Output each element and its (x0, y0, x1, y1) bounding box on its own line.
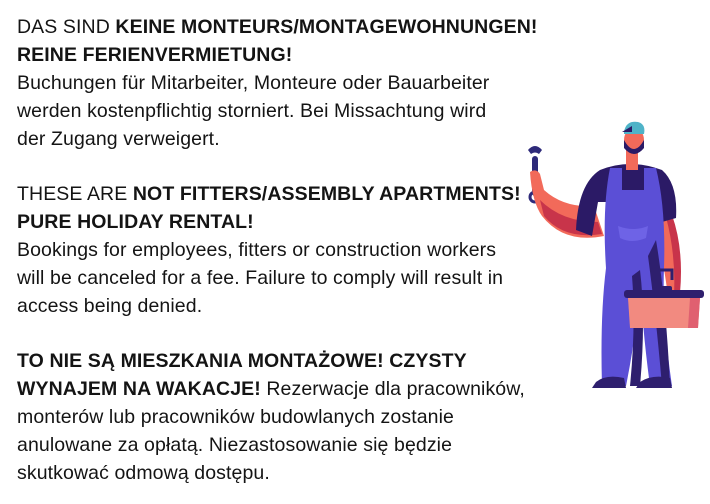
polish-line-2: WYNAJEM NA WAKACJE! Rezerwacje dla pracowników, (17, 378, 525, 400)
german-line-3: Buchungen für Mitarbeiter, Monteure oder Bauarbeiter (17, 72, 490, 94)
english-notice (17, 180, 577, 320)
polish-line-5: skutkować odmową dostępu. (17, 462, 270, 484)
polish-notice (17, 347, 577, 487)
english-line-3: Bookings for employees, fitters or construction workers (17, 239, 497, 261)
polish-line-1: TO NIE SĄ MIESZKANIA MONTAŻOWE! CZYSTY (17, 350, 467, 372)
english-line-2: PURE HOLIDAY RENTAL! (17, 211, 254, 233)
worker-illustration (520, 120, 710, 400)
german-line-2: REINE FERIENVERMIETUNG! (17, 44, 293, 66)
english-line-5: access being denied. (17, 295, 203, 317)
english-line-4: will be canceled for a fee. Failure to comply will result in (17, 267, 504, 289)
polish-line-4: anulowane za opłatą. Niezastosowanie się będzie (17, 434, 453, 456)
left-shoe (592, 377, 626, 388)
german-notice (17, 13, 577, 153)
cap (624, 122, 644, 134)
polish-line-3: monterów lub pracowników budowlanych zostanie (17, 406, 454, 428)
english-line-1: THESE ARE NOT FITTERS/ASSEMBLY APARTMENTS! (17, 183, 521, 205)
right-shoe (636, 377, 672, 388)
german-line-1: DAS SIND KEINE MONTEURS/MONTAGEWOHNUNGEN! (17, 16, 538, 38)
german-line-5: der Zugang verweigert. (17, 128, 220, 150)
german-line-4: werden kostenpflichtig storniert. Bei Missachtung wird (17, 100, 487, 122)
